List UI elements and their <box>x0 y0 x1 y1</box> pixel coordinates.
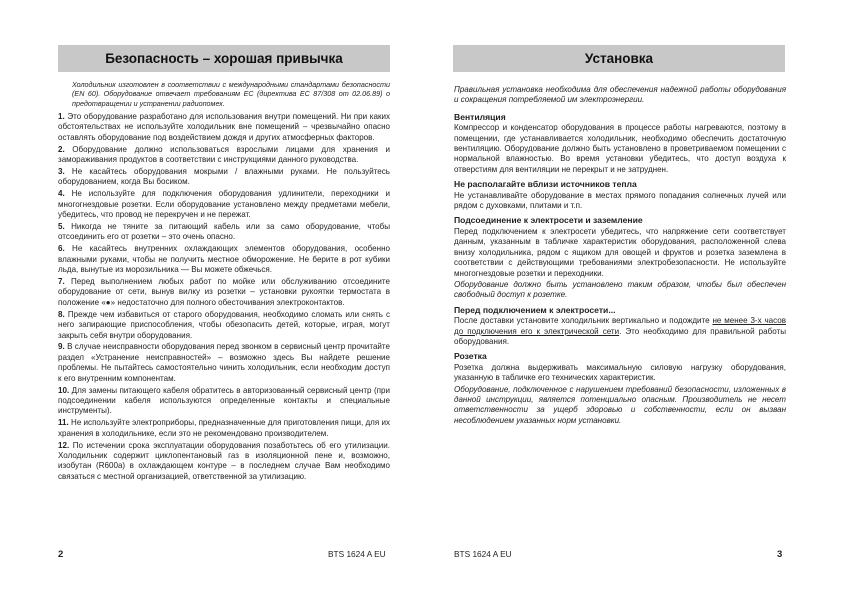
model-label-right: BTS 1624 A EU <box>454 549 512 559</box>
electrical-note: Оборудование должно быть установлено таким образом, чтобы был обеспечен свободный доступ к розетке. <box>454 279 786 300</box>
before-connect-emphasis: не менее 3-х часов до подключения его к электрической сети <box>454 316 786 336</box>
ventilation-text: Компрессор и конденсатор оборудования в процессе работы нагреваются, поэтому в помещении, где устанавливается холодильник, необходимо обеспечить достаточную вентиляцию. Оборудование должно быть установлено в проветриваемом помещении с нормальной влажностью. Во время установки убедитесь, что доступ воздуха к отверстиям для вентиляции не перекрыт и не затруднен. <box>454 123 786 174</box>
before-connect-text <box>454 316 786 347</box>
safety-item-number: 9. <box>58 342 65 352</box>
safety-item-text: Оборудование должно использоваться взрослыми лицами для хранения и замораживания продуктов в соответствии с инструкциями данного руководства. <box>58 144 390 165</box>
before-connect-text-start: После доставки установите холодильник вертикально и подождите <box>454 316 713 326</box>
before-connect-heading: Перед подключением к электросети... <box>454 304 616 315</box>
safety-item-text: Не касайтесь внутренних охлаждающих элементов оборудования, особенно влажными руками, чтобы не получить местное обморожение. Не берите в рот кубики льда, вынутые из морозильника — Вы можете обжечься. <box>58 244 390 275</box>
safety-item-text: Не используйте электроприборы, предназначенные для приготовления пищи, для их хранения в холодильнике, если это не рекомендовано производителем. <box>58 418 390 438</box>
safety-item-number: 4. <box>58 189 65 199</box>
safety-item <box>58 189 390 220</box>
ventilation-heading: Вентиляция <box>454 111 506 122</box>
safety-content <box>58 80 390 484</box>
socket-text: Розетка должна выдерживать максимальную силовую нагрузку оборудования, указанную в табличке его технических характеристик. <box>454 362 786 383</box>
installation-header: Установка <box>453 45 785 72</box>
page-number-right: 3 <box>777 549 783 560</box>
safety-item-number: 11. <box>58 418 69 428</box>
heat-sources-text: Не устанавливайте оборудование в местах прямого попадания солнечных лучей или рядом с духовками, плитами и т.п. <box>454 190 786 211</box>
electrical-heading: Подсоединение к электросети и заземление <box>454 215 643 226</box>
safety-item-number: 7. <box>58 276 65 286</box>
safety-item-text: По истечении срока эксплуатации оборудования позаботьтесь об его утилизации. Холодильник содержит циклопентановый газ в изоляционной пене и, возможно, изобутан (R600a) в охлаждающем контуре – в последнем случае Вам необходимо связаться с местной организацией, ответственной за утилизацию. <box>58 440 390 481</box>
safety-item-number: 2. <box>58 144 65 154</box>
safety-item-text: Перед выполнением любых работ по мойке или обслуживанию отсоедините оборудование от сети, вынув вилку из розетки – установки рукоятки термостата в положение «●» недостаточно для полного обесточивания электроконтактов. <box>58 276 390 307</box>
safety-item <box>58 386 390 417</box>
safety-item-text: Никогда не тяните за питающий кабель или за само оборудование, чтобы отсоединить его от розетки – это очень опасно. <box>58 221 390 242</box>
installation-content <box>454 80 786 427</box>
safety-item-text: Не используйте для подключения оборудования удлинители, переходники и многогнездовые розетки. Если оборудование установлено между предметами мебели, убедитесь, что провод не перекручен и не пережат. <box>58 189 390 220</box>
socket-heading: Розетка <box>454 351 487 362</box>
safety-item <box>58 145 390 166</box>
model-label-left: BTS 1624 A EU <box>328 549 386 559</box>
safety-item <box>58 167 390 188</box>
right-page <box>421 0 842 595</box>
standards-note: Холодильник изготовлен в соответствии с международными стандартами безопасности (EN 60). Оборудование отвечает требованиям ЕС (директива ЕС 87/308 от 02.06.89) о предотвращении и устранении радиопомех. <box>72 80 390 108</box>
safety-header: Безопасность – хорошая привычка <box>58 45 390 72</box>
safety-item-text: Для замены питающего кабеля обратитесь в авторизованный сервисный центр (при подсоединении кабеля используются определенные контакты и специальные инструменты). <box>58 385 390 416</box>
safety-list <box>58 112 390 482</box>
safety-item <box>58 244 390 275</box>
safety-item <box>58 342 390 384</box>
safety-item-text: Прежде чем избавиться от старого оборудования, необходимо сломать или снять с него запирающие приспособления, чтобы обезопасить детей, которые, играя, могут закрыть себя внутри оборудования. <box>58 309 390 340</box>
socket-note: Оборудование, подключенное с нарушением требований безопасности, изложенных в данной инструкции, является потенциально опасным. Производитель не несет ответственности за ущерб здоровью и собственности, если он вызван несоблюдением указанных норм установки. <box>454 384 786 425</box>
safety-item <box>58 277 390 308</box>
safety-item <box>58 112 390 143</box>
safety-item <box>58 222 390 243</box>
safety-item-number: 10. <box>58 385 70 395</box>
safety-item-number: 12. <box>58 440 70 450</box>
safety-item-number: 3. <box>58 166 65 176</box>
safety-item-number: 1. <box>58 111 65 121</box>
safety-item-text: Это оборудование разработано для использования внутри помещений. Ни при каких обстоятельствах не используйте холодильник вне помещений – чрезвычайно опасно оставлять оборудование под воздействием дождя и других атмосферных факторов. <box>58 111 390 142</box>
safety-item-text: В случае неисправности оборудования перед звонком в сервисный центр прочитайте раздел «Устранение неисправностей» – возможно здесь Вы найдете решение проблемы. Не пытайтесь самостоятельно чинить холодильник, если необходим доступ к его внутренним компонентам. <box>58 342 390 383</box>
safety-item-number: 5. <box>58 221 65 231</box>
heat-sources-heading: Не располагайте вблизи источников тепла <box>454 179 637 190</box>
before-connect-text-end: . Это необходимо для правильной работы оборудования. <box>454 326 786 346</box>
safety-item <box>58 441 390 483</box>
safety-item-number: 8. <box>58 309 65 319</box>
safety-item-text: Не касайтесь оборудования мокрыми / влажными руками. Не пользуйтесь оборудованием, когда Вы босиком. <box>58 166 390 187</box>
safety-item <box>58 310 390 341</box>
installation-lead: Правильная установка необходима для обеспечения надежной работы оборудования и сокращения потребляемой им электроэнергии. <box>454 85 786 105</box>
electrical-text: Перед подключением к электросети убедитесь, что напряжение сети соответствует данным, указанным в табличке характеристик оборудования, расположенной слева внизу холодильника, рядом с ящиком для овощей и фруктов и розетка заземлена в соответствии с действующими требованиями электробезопасности. Не используйте многогнездовые розетки и переходники. <box>454 226 786 278</box>
safety-item <box>58 418 390 439</box>
safety-item-number: 6. <box>58 244 65 254</box>
page-number-left: 2 <box>58 549 64 560</box>
